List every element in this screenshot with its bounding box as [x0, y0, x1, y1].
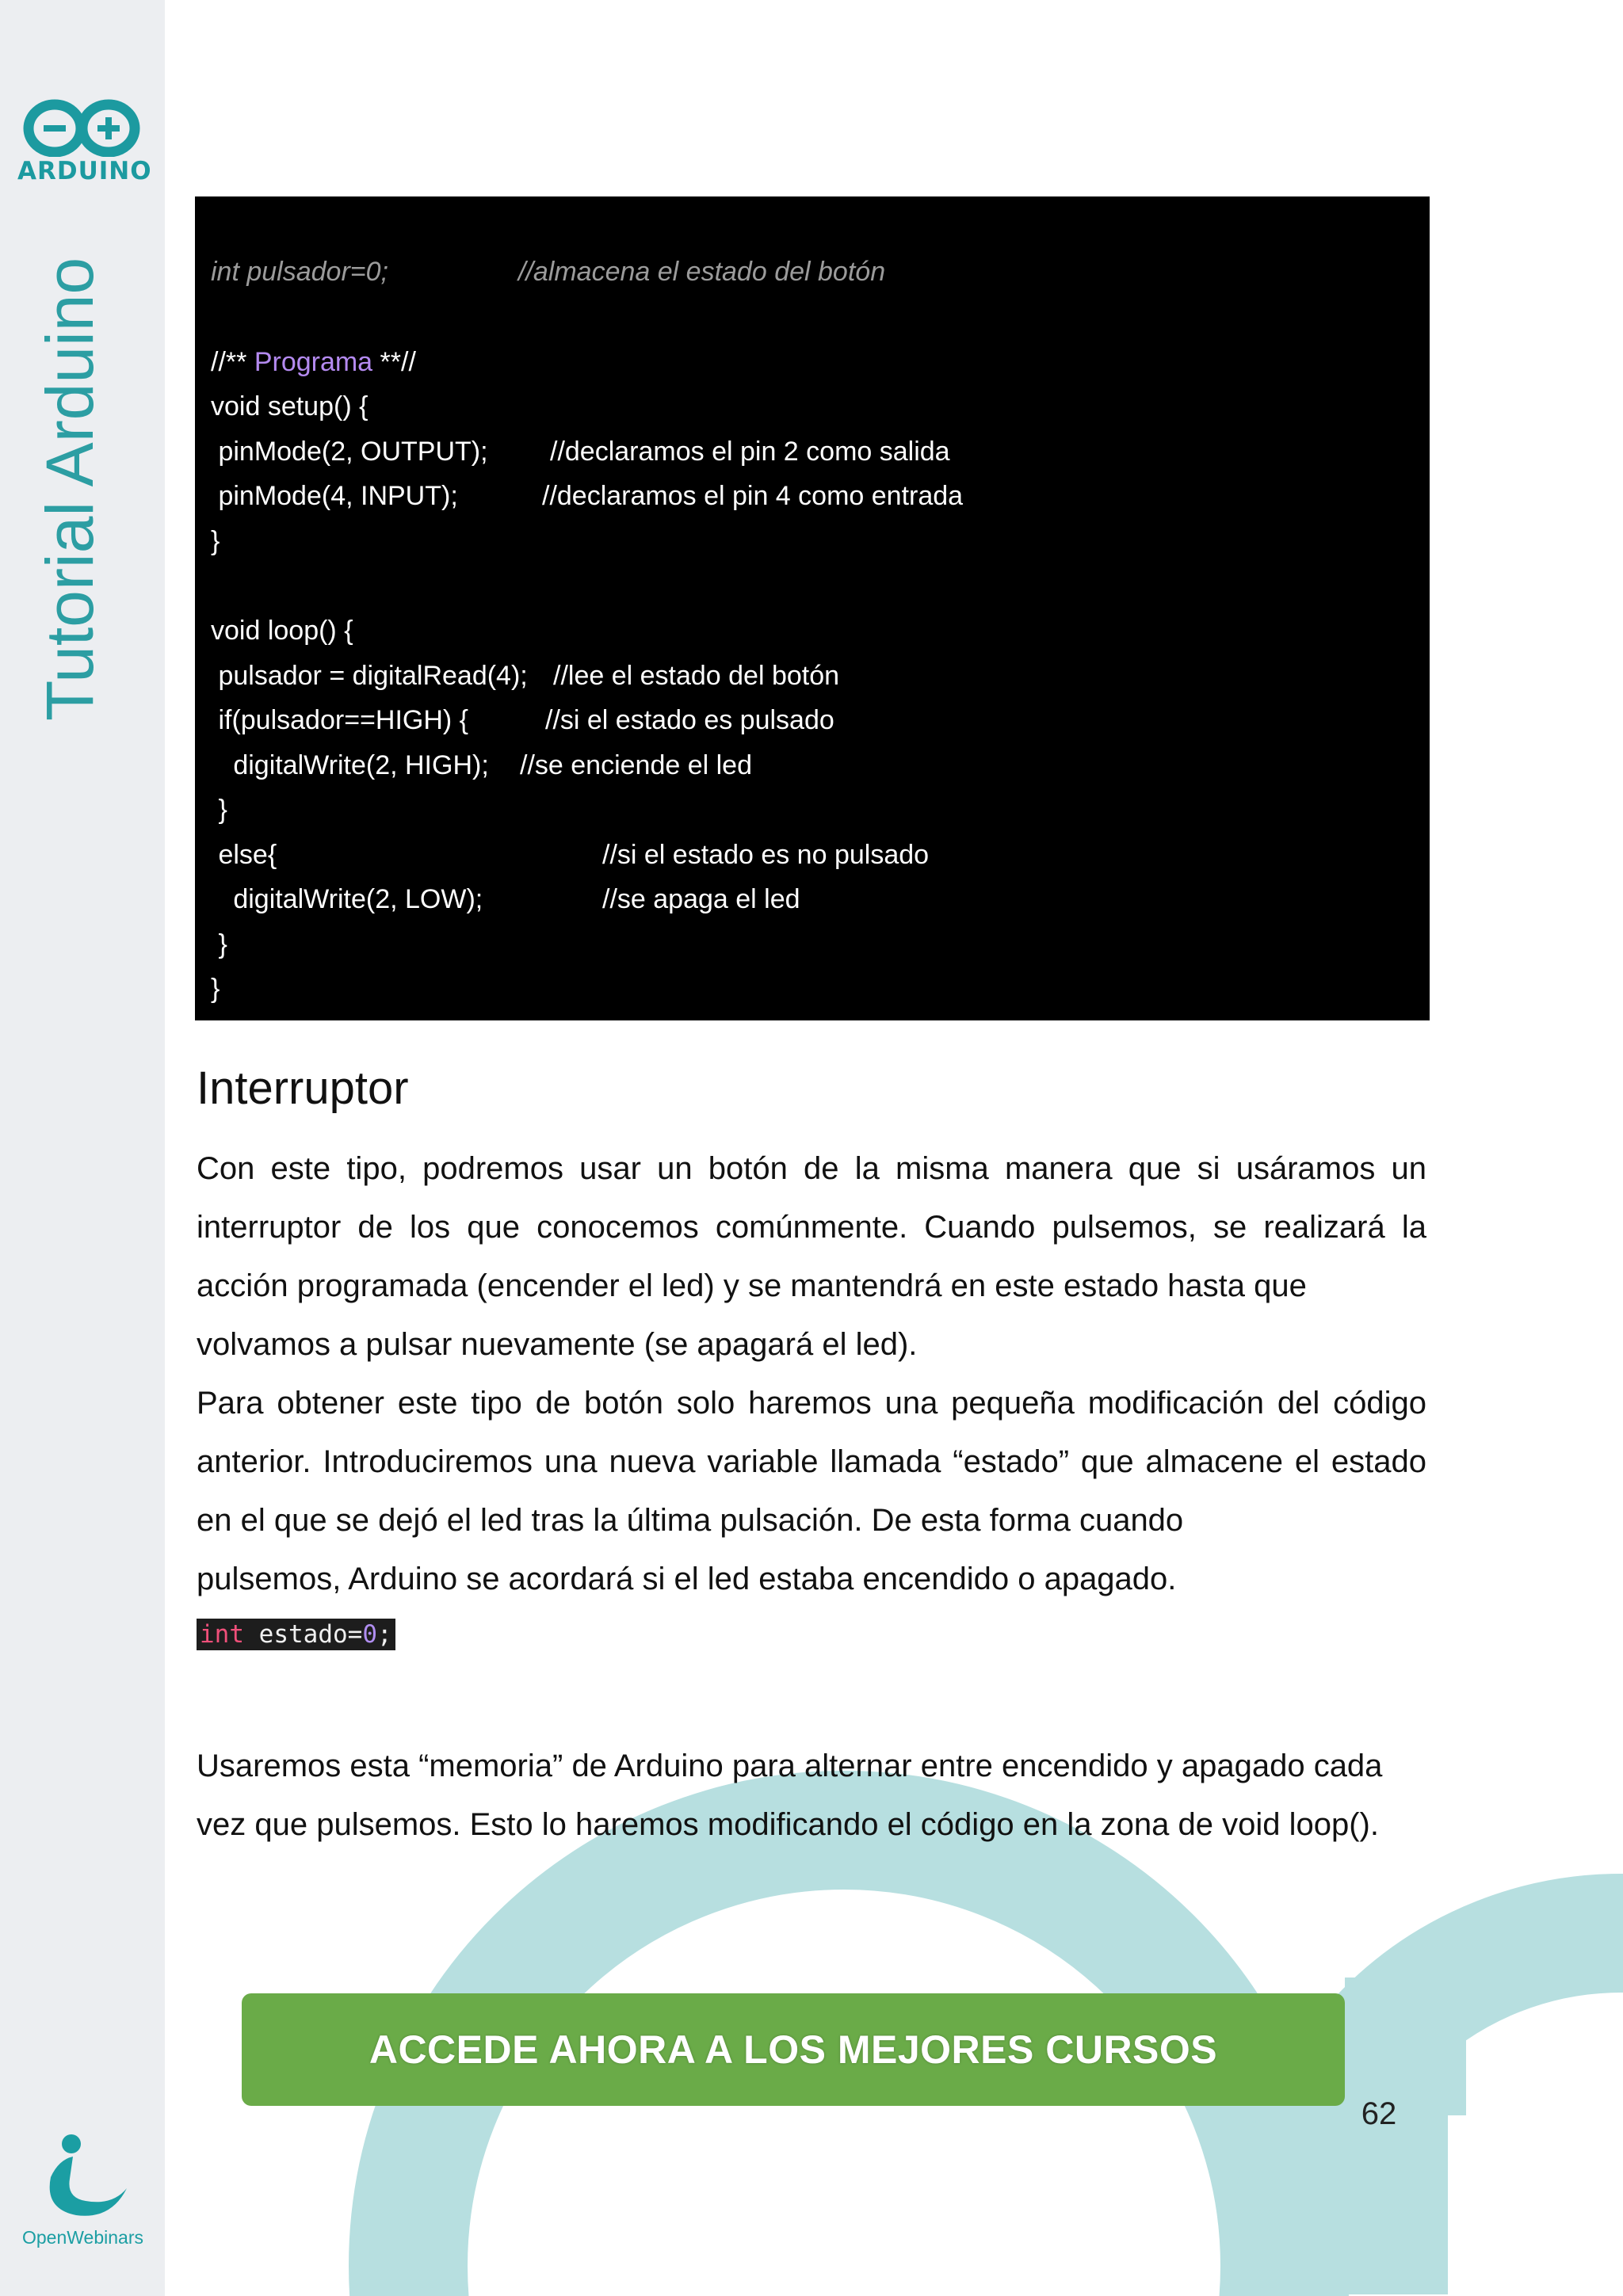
sidebar-vertical-title: Tutorial Arduino — [32, 257, 107, 721]
cta-banner-label: ACCEDE AHORA A LOS MEJORES CURSOS — [369, 2027, 1218, 2072]
page-number: 62 — [1361, 2096, 1397, 2131]
code-block — [195, 196, 1430, 1020]
code-token: ; — [376, 1620, 392, 1649]
paragraph-text: Para obtener este tipo de botón solo haremos una pequeña modificación del código anterior. Introduciremos una nueva variable llamada “estado” que almacene el estado en el que se dejó el led tras la última pulsación. De esta forma cuando — [197, 1386, 1426, 1538]
openwebinars-icon — [35, 2133, 130, 2220]
code-comment: //se enciende el led — [520, 750, 752, 780]
code-comment: //declaramos el pin 2 como salida — [550, 437, 950, 467]
code-line: digitalWrite(2, LOW); — [211, 884, 483, 914]
arduino-logo-text: ARDUINO — [17, 157, 152, 185]
code-comment: //si el estado es no pulsado — [602, 840, 930, 870]
paragraph-text-last-line: pulsemos, Arduino se acordará si el led estaba encendido o apagado. — [197, 1562, 1177, 1596]
code-comment: //si el estado es pulsado — [545, 705, 834, 735]
code-line: pinMode(4, INPUT); — [211, 481, 458, 511]
code-token: estado= — [244, 1620, 363, 1649]
code-keyword: int — [200, 1620, 244, 1649]
code-line: else{ — [211, 840, 277, 870]
code-comment: //declaramos el pin 4 como entrada — [542, 481, 964, 511]
sidebar — [0, 0, 165, 2296]
code-line: void setup() { — [211, 391, 369, 421]
code-line: } — [211, 795, 227, 825]
code-number: 0 — [362, 1620, 377, 1649]
code-comment: //se apaga el led — [602, 884, 800, 914]
paragraph — [197, 1737, 1426, 1854]
paragraph-text: Con este tipo, podremos usar un botón de la misma manera que si usáramos un interruptor de los que conocemos comúnmente. Cuando pulsemos, se realizará la acción programada (encender el led) y se mantendrá en este estado hasta que — [197, 1151, 1426, 1303]
code-line: } — [211, 526, 220, 556]
code-line: } — [211, 974, 220, 1004]
openwebinars-logo-text: OpenWebinars — [22, 2227, 143, 2248]
code-comment: //lee el estado del botón — [553, 661, 840, 691]
code-line: int pulsador=0; — [211, 257, 388, 287]
section-heading: Interruptor — [197, 1062, 409, 1114]
paragraph — [197, 1374, 1426, 1608]
code-line: pulsador = digitalRead(4); — [211, 661, 528, 691]
paragraph — [197, 1139, 1426, 1374]
code-line: pinMode(2, OUTPUT); — [211, 437, 488, 467]
paragraph-text-last-line: volvamos a pulsar nuevamente (se apagará el led). — [197, 1327, 918, 1362]
paragraph-text-last-line: vez que pulsemos. Esto lo haremos modificando el código en la zona de void loop(). — [197, 1807, 1379, 1842]
inline-code-snippet — [197, 1619, 395, 1650]
openwebinars-logo — [22, 2133, 143, 2248]
arduino-infinity-icon — [17, 93, 146, 157]
paragraph-text: Usaremos esta “memoria” de Arduino para alternar entre encendido y apagado cada — [197, 1749, 1383, 1783]
code-token: **// — [372, 347, 416, 377]
cta-banner-button[interactable] — [242, 1993, 1345, 2106]
arduino-logo — [17, 93, 152, 185]
code-line: if(pulsador==HIGH) { — [211, 705, 469, 735]
code-token: //** — [211, 347, 254, 377]
code-token: Programa — [254, 347, 373, 377]
code-line: void loop() { — [211, 616, 353, 646]
code-line: digitalWrite(2, HIGH); — [211, 750, 489, 780]
code-comment: //almacena el estado del botón — [518, 257, 886, 287]
code-line — [211, 347, 416, 378]
code-line: } — [211, 929, 227, 959]
